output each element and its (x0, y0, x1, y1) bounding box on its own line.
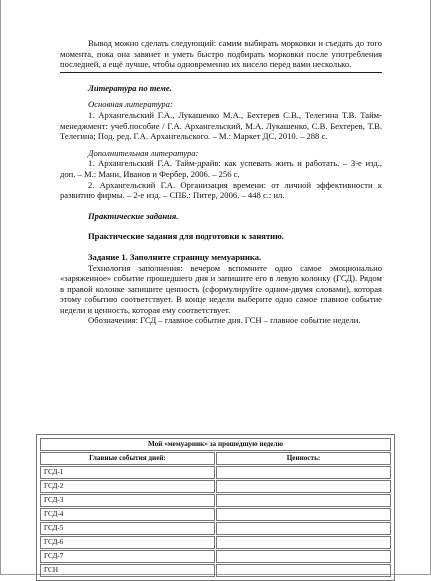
column-header-value: Ценность: (216, 452, 391, 465)
table-row (40, 466, 391, 479)
table-row (40, 480, 391, 493)
value-cell[interactable] (216, 522, 391, 535)
memoir-table-frame (36, 434, 395, 581)
row-label: ГСД-3 (40, 494, 215, 507)
page-content (60, 38, 382, 326)
row-label: ГСД-7 (40, 550, 215, 563)
extra-literature-heading: Дополнительная литература: (88, 147, 199, 158)
value-cell[interactable] (216, 564, 391, 577)
practical-subheading: Практические задания для подготовки к занятию. (88, 231, 284, 242)
memoir-table (39, 437, 392, 578)
main-literature-heading: Основная литература: (88, 99, 173, 110)
conclusion-paragraph: Вывод можно сделать следующий: самим выбирать морковки и съедать до того момента, пока она завянет и уметь быстро подбирать морковки после употребления последней, а ещё лучше, чтобы одновременно их висело перед вами несколько. (60, 38, 382, 73)
table-row (40, 522, 391, 535)
column-header-events: Главные события дней: (40, 452, 215, 465)
row-label: ГСД-5 (40, 522, 215, 535)
table-row (40, 494, 391, 507)
task1-title: Задание 1. Заполните страницу мемуарника. (88, 251, 262, 262)
table-row (40, 536, 391, 549)
table-row (40, 550, 391, 563)
row-label: ГСД-4 (40, 508, 215, 521)
value-cell[interactable] (216, 508, 391, 521)
task1-notes: Обозначения: ГСД – главное событие дня. ГСН – главное событие недели. (88, 315, 361, 326)
literature-heading: Литература по теме. (88, 82, 172, 93)
value-cell[interactable] (216, 550, 391, 563)
main-literature-item-1: 1. Архангельский Г.А., Лукашенко М.А., Бехтерев С.В., Телегина Т.В. Тайм-менеджмент: учеб.пособие / Г.А. Архангельский, М.А. Лукашенко, С.В. Бехтерев, Т.В. Телегина; Под. ред. Г.А. Архангельского. – М.: Маркет ДС, 2010. – 288 с. (60, 109, 382, 142)
value-cell[interactable] (216, 494, 391, 507)
extra-literature-item-2: 2. Архангельский Г.А. Организация времени: от личной эффективности к развитию фирмы. – 2-е изд. – СПБ.: Питер, 2006. – 448 с.: ил. (60, 179, 382, 201)
table-row (40, 508, 391, 521)
value-cell[interactable] (216, 480, 391, 493)
row-label: ГСД-2 (40, 480, 215, 493)
row-label: ГСД-1 (40, 466, 215, 479)
extra-literature-item-1: 1. Архангельский Г.А. Тайм-драйв: как успевать жить и работать. – 3-е изд., доп. – М.: Манн, Иванов и Фербер, 2006. – 256 с. (60, 158, 382, 179)
table-row (40, 564, 391, 577)
row-label: ГСН (40, 564, 215, 577)
practical-heading: Практические задания. (88, 210, 179, 221)
row-label: ГСД-6 (40, 536, 215, 549)
task1-text: Технология заполнения: вечером вспомните одно самое эмоционально «заряженное» событие прошедшего дня и запишите его в левую колонку (ГСД). Рядом в правой колонке запишите ценность (сформулируйте одним-двумя словами), которая этому событию соответствует. В конце недели выберите одно самое главное событие недели и ценность, которая ему соответствует. (60, 262, 382, 315)
value-cell[interactable] (216, 466, 391, 479)
table-title: Мой «мемуарник» за прошедшую неделю (40, 438, 391, 451)
value-cell[interactable] (216, 536, 391, 549)
